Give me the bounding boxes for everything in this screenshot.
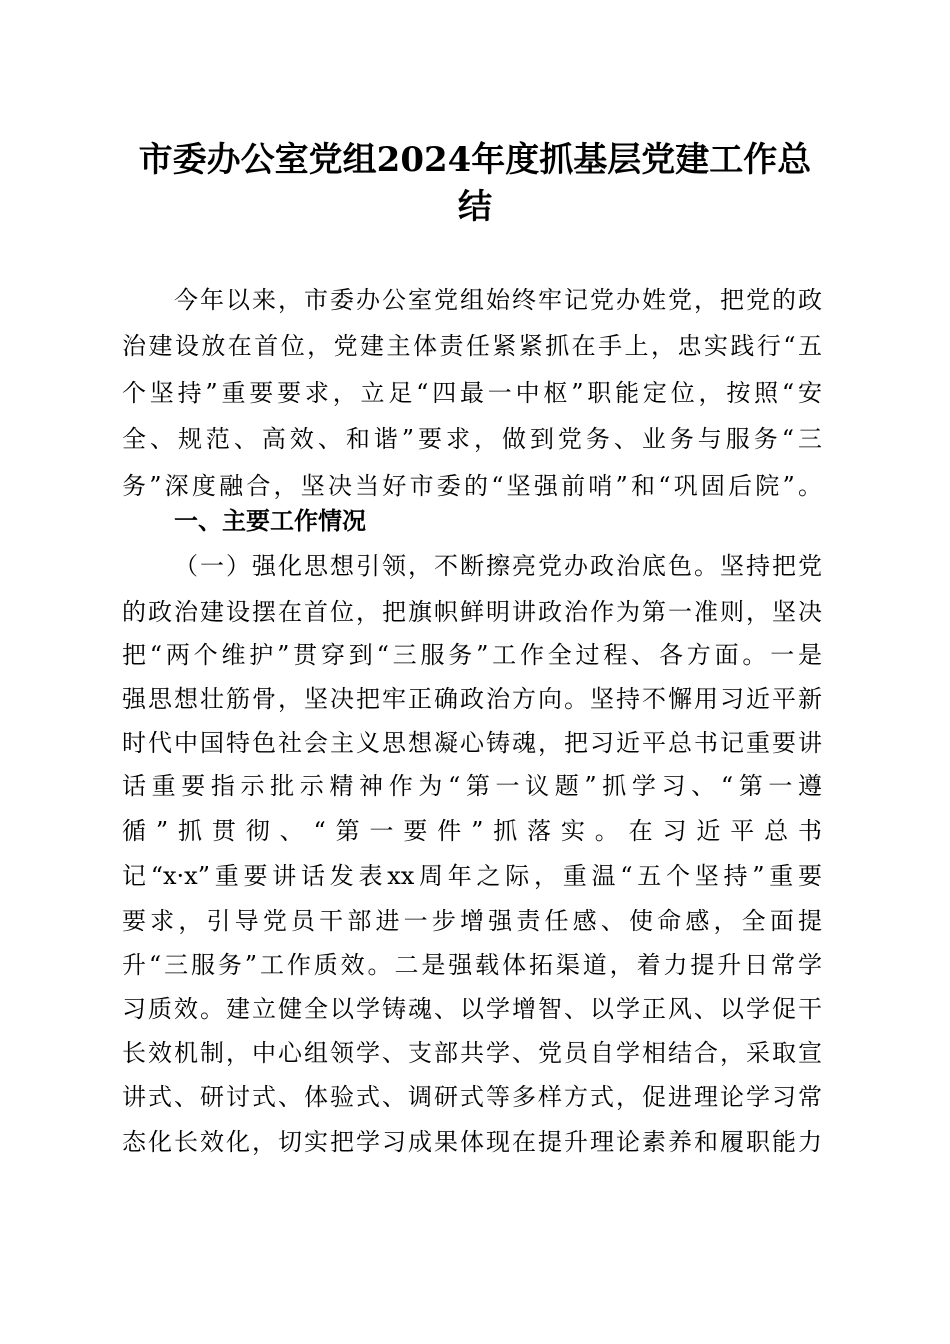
text-line: 话重要指示批示精神作为“第一议题”抓学习、“第一遵 [122,772,822,800]
text-line: （一）强化思想引领，不断擦亮党办政治底色。坚持把党 [174,552,822,580]
text-line: 要求，引导党员干部进一步增强责任感、使命感，全面提 [122,907,822,935]
text-line: 讲式、研讨式、体验式、调研式等多样方式，促进理论学习常 [122,1083,822,1111]
text-line: 务”深度融合，坚决当好市委的“坚强前哨”和“巩固后院”。 [122,472,822,500]
text-line: 治建设放在首位，党建主体责任紧紧抓在手上，忠实践行“五 [122,332,822,360]
text-line: 升“三服务”工作质效。二是强载体拓渠道，着力提升日常学 [122,951,822,979]
document-title-line-1: 市委办公室党组2024年度抓基层党建工作总 [138,140,812,180]
text-line: 长效机制，中心组领学、支部共学、党员自学相结合，采取宣 [122,1039,822,1067]
document-title-line-2: 结 [458,187,492,227]
text-line: 循”抓贯彻、“第一要件”抓落实。在习近平总书 [122,817,822,845]
text-line: 态化长效化，切实把学习成果体现在提升理论素养和履职能力 [122,1128,822,1156]
text-line: 今年以来，市委办公室党组始终牢记党办姓党，把党的政 [174,286,822,314]
text-line: 时代中国特色社会主义思想凝心铸魂，把习近平总书记重要讲 [122,729,822,757]
text-line: 全、规范、高效、和谐”要求，做到党务、业务与服务“三 [122,425,822,453]
text-line: 记“x·x”重要讲话发表xx周年之际，重温“五个坚持”重要 [122,862,822,890]
text-line: 个坚持”重要要求，立足“四最一中枢”职能定位，按照“安 [122,379,822,407]
text-line: 强思想壮筋骨，坚决把牢正确政治方向。坚持不懈用习近平新 [122,685,822,713]
text-line: 习质效。建立健全以学铸魂、以学增智、以学正风、以学促干 [122,995,822,1023]
text-line: 把“两个维护”贯穿到“三服务”工作全过程、各方面。一是 [122,641,822,669]
section-heading: 一、主要工作情况 [174,507,366,535]
text-line: 的政治建设摆在首位，把旗帜鲜明讲政治作为第一准则，坚决 [122,598,822,626]
